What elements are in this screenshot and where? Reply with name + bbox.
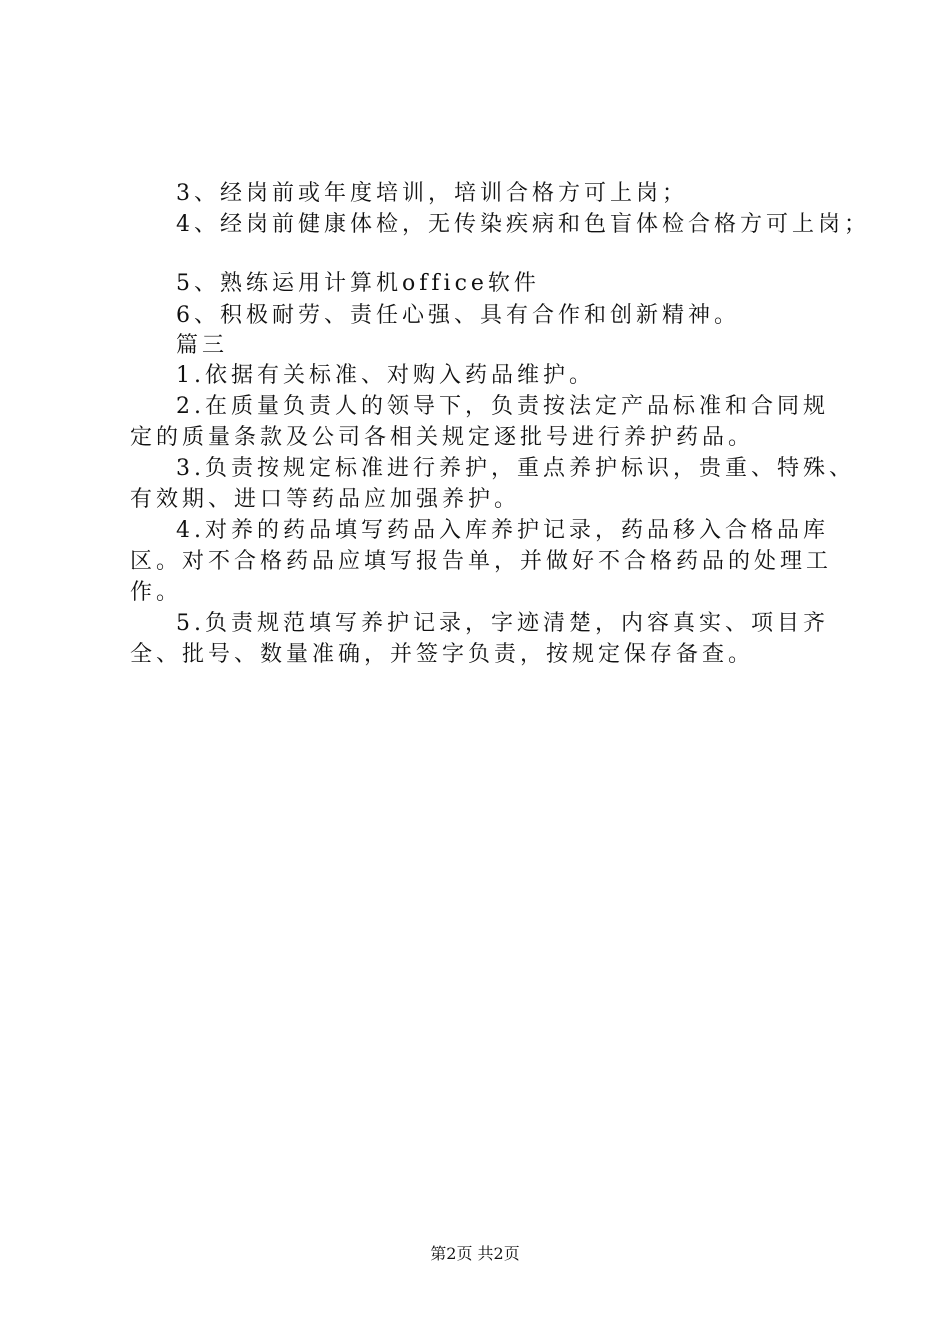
text-line: 5、熟练运用计算机office软件 xyxy=(176,271,540,296)
page-footer: 第2页 共2页 xyxy=(430,1244,520,1263)
text-line: 5.负责规范填写养护记录，字迹清楚，内容真实、项目齐 xyxy=(176,611,829,636)
text-line: 有效期、进口等药品应加强养护。 xyxy=(130,487,521,512)
text-line: 区。对不合格药品应填写报告单，并做好不合格药品的处理工 xyxy=(130,549,833,574)
text-line: 1.依据有关标准、对购入药品维护。 xyxy=(176,363,595,388)
text-line: 6、积极耐劳、责任心强、具有合作和创新精神。 xyxy=(176,303,740,328)
text-line: 作。 xyxy=(130,580,183,605)
text-line: 4.对养的药品填写药品入库养护记录，药品移入合格品库 xyxy=(176,518,829,543)
text-line: 定的质量条款及公司各相关规定逐批号进行养护药品。 xyxy=(130,425,755,450)
text-line: 2.在质量负责人的领导下，负责按法定产品标准和合同规 xyxy=(176,394,829,419)
section-heading: 篇三 xyxy=(176,333,229,358)
text-line: 全、批号、数量准确，并签字负责，按规定保存备查。 xyxy=(130,642,755,667)
text-line: 4、经岗前健康体检，无传染疾病和色盲体检合格方可上岗； xyxy=(176,212,870,237)
text-line: 3.负责按规定标准进行养护，重点养护标识，贵重、特殊、 xyxy=(176,456,855,481)
text-line: 3、经岗前或年度培训，培训合格方可上岗； xyxy=(176,181,688,206)
